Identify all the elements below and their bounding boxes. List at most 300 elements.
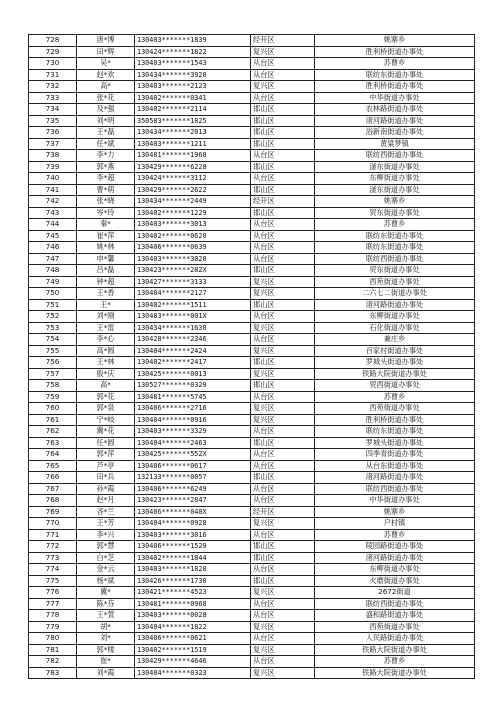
table-row <box>29 161 475 173</box>
district-cell: 从台区 <box>251 426 315 438</box>
district-cell: 复兴区 <box>251 403 315 415</box>
street-office-cell: 贸东街道办事处 <box>315 265 475 277</box>
table-row <box>29 610 475 622</box>
table-row <box>29 380 475 392</box>
id-number-cell: 130404*******0916 <box>135 414 251 426</box>
id-number-cell: 130424*******3112 <box>135 173 251 185</box>
district-cell: 从台区 <box>251 564 315 576</box>
table-row <box>29 242 475 254</box>
row-number-cell: 754 <box>29 334 77 346</box>
street-office-cell: 贸东街道办事处 <box>315 207 475 219</box>
person-name-cell: 刘*刚 <box>77 311 135 323</box>
district-cell: 复兴区 <box>251 621 315 633</box>
id-number-cell: 130403*******3016 <box>135 529 251 541</box>
district-cell: 经开区 <box>251 35 315 47</box>
table-row <box>29 69 475 81</box>
street-office-cell: 渚河路街道办事处 <box>315 552 475 564</box>
row-number-cell: 755 <box>29 345 77 357</box>
id-number-cell: 130406*******0617 <box>135 460 251 472</box>
table-row <box>29 449 475 461</box>
table-row <box>29 483 475 495</box>
id-number-cell: 130429*******2622 <box>135 184 251 196</box>
row-number-cell: 765 <box>29 460 77 472</box>
row-number-cell: 772 <box>29 541 77 553</box>
table-row <box>29 495 475 507</box>
row-number-cell: 744 <box>29 219 77 231</box>
table-row <box>29 633 475 645</box>
street-office-cell: 苏曹乡 <box>315 219 475 231</box>
id-number-cell: 130429*******4646 <box>135 656 251 668</box>
id-number-cell: 130404*******0323 <box>135 667 251 679</box>
id-number-cell: 130434*******1630 <box>135 322 251 334</box>
district-cell: 复兴区 <box>251 587 315 599</box>
district-cell: 从台区 <box>251 230 315 242</box>
district-cell: 复兴区 <box>251 644 315 656</box>
district-cell: 复兴区 <box>251 46 315 58</box>
id-number-cell: 130406*******2716 <box>135 403 251 415</box>
id-number-cell: 132133*******0057 <box>135 472 251 484</box>
person-name-cell: 唐*博 <box>77 35 135 47</box>
district-cell: 邯山区 <box>251 161 315 173</box>
table-row <box>29 368 475 380</box>
table-row <box>29 460 475 472</box>
district-cell: 复兴区 <box>251 276 315 288</box>
district-cell: 复兴区 <box>251 414 315 426</box>
street-office-cell: 浴新南街道办事处 <box>315 127 475 139</box>
id-number-cell: 130434*******3920 <box>135 69 251 81</box>
id-number-cell: 130402*******2114 <box>135 104 251 116</box>
row-number-cell: 768 <box>29 495 77 507</box>
table-row <box>29 334 475 346</box>
row-number-cell: 756 <box>29 357 77 369</box>
row-number-cell: 752 <box>29 311 77 323</box>
id-number-cell: 130406*******0621 <box>135 633 251 645</box>
id-number-cell: 130402*******0341 <box>135 92 251 104</box>
street-office-cell: 苏曹乡 <box>315 391 475 403</box>
street-office-cell: 铁路大院街道办事处 <box>315 644 475 656</box>
table-row <box>29 253 475 265</box>
row-number-cell: 753 <box>29 322 77 334</box>
row-number-cell: 770 <box>29 518 77 530</box>
person-name-cell: 吝*兰 <box>77 506 135 518</box>
row-number-cell: 731 <box>29 69 77 81</box>
applicant-table-body <box>29 35 475 679</box>
district-cell: 从台区 <box>251 150 315 162</box>
table-row <box>29 184 475 196</box>
table-row <box>29 357 475 369</box>
id-number-cell: 130481*******1968 <box>135 150 251 162</box>
table-row <box>29 299 475 311</box>
street-office-cell: 联纺西街道办事处 <box>315 150 475 162</box>
street-office-cell: 人民路街道办事处 <box>315 633 475 645</box>
row-number-cell: 746 <box>29 242 77 254</box>
table-row <box>29 414 475 426</box>
street-office-cell: 苏曹乡 <box>315 58 475 70</box>
district-cell: 从台区 <box>251 633 315 645</box>
district-cell: 复兴区 <box>251 368 315 380</box>
district-cell: 邯山区 <box>251 575 315 587</box>
district-cell: 邯山区 <box>251 437 315 449</box>
table-row <box>29 173 475 185</box>
street-office-cell: 渚河路街道办事处 <box>315 299 475 311</box>
street-office-cell: 黄粱梦镇 <box>315 138 475 150</box>
table-row <box>29 552 475 564</box>
row-number-cell: 782 <box>29 656 77 668</box>
row-number-cell: 759 <box>29 391 77 403</box>
table-row <box>29 207 475 219</box>
street-office-cell: 西苑街道办事处 <box>315 276 475 288</box>
row-number-cell: 736 <box>29 127 77 139</box>
id-number-cell: 130428*******2346 <box>135 334 251 346</box>
person-name-cell: 王*香 <box>77 288 135 300</box>
street-office-cell: 西苑街道办事处 <box>315 403 475 415</box>
district-cell: 经开区 <box>251 196 315 208</box>
district-cell: 邯山区 <box>251 184 315 196</box>
row-number-cell: 739 <box>29 161 77 173</box>
row-number-cell: 777 <box>29 598 77 610</box>
row-number-cell: 771 <box>29 529 77 541</box>
person-name-cell: 钟*超 <box>77 276 135 288</box>
id-number-cell: 130406*******0639 <box>135 242 251 254</box>
street-office-cell: 东柳街道办事处 <box>315 564 475 576</box>
id-number-cell: 130403*******1211 <box>135 138 251 150</box>
row-number-cell: 773 <box>29 552 77 564</box>
person-name-cell: 胡* <box>77 621 135 633</box>
id-number-cell: 130425*******552X <box>135 449 251 461</box>
street-office-cell: 东柳街道办事处 <box>315 311 475 323</box>
table-row <box>29 403 475 415</box>
row-number-cell: 778 <box>29 610 77 622</box>
table-row <box>29 115 475 127</box>
street-office-cell: 罗城头街道办事处 <box>315 357 475 369</box>
table-row <box>29 35 475 47</box>
street-office-cell: 兼庄乡 <box>315 334 475 346</box>
row-number-cell: 763 <box>29 437 77 449</box>
row-number-cell: 750 <box>29 288 77 300</box>
applicant-list-sheet <box>28 34 474 679</box>
person-name-cell: 高* <box>77 81 135 93</box>
street-office-cell: 姚寨乡 <box>315 35 475 47</box>
table-row <box>29 437 475 449</box>
street-office-cell: 铁路大院街道办事处 <box>315 667 475 679</box>
row-number-cell: 783 <box>29 667 77 679</box>
street-office-cell: 农林路街道办事处 <box>315 104 475 116</box>
street-office-cell: 中华街道办事处 <box>315 92 475 104</box>
district-cell: 邯山区 <box>251 104 315 116</box>
row-number-cell: 745 <box>29 230 77 242</box>
person-name-cell: 郭*燕 <box>77 161 135 173</box>
id-number-cell: 130421*******4523 <box>135 587 251 599</box>
person-name-cell: 王*林 <box>77 357 135 369</box>
id-number-cell: 130481*******0968 <box>135 598 251 610</box>
district-cell: 复兴区 <box>251 518 315 530</box>
person-name-cell: 刘*霞 <box>77 667 135 679</box>
person-name-cell: 宁*岐 <box>77 414 135 426</box>
table-row <box>29 138 475 150</box>
table-row <box>29 104 475 116</box>
street-office-cell: 联纺西街道办事处 <box>315 483 475 495</box>
row-number-cell: 764 <box>29 449 77 461</box>
street-office-cell: 联纺东街道办事处 <box>315 426 475 438</box>
row-number-cell: 729 <box>29 46 77 58</box>
person-name-cell: 申*馨 <box>77 253 135 265</box>
person-name-cell: 郭*花 <box>77 391 135 403</box>
person-name-cell: 高* <box>77 380 135 392</box>
street-office-cell: 铁路大院街道办事处 <box>315 368 475 380</box>
person-name-cell: 陈*芬 <box>77 598 135 610</box>
street-office-cell: 盛和路街道办事处 <box>315 610 475 622</box>
row-number-cell: 742 <box>29 196 77 208</box>
table-row <box>29 92 475 104</box>
table-row <box>29 598 475 610</box>
person-name-cell: 张*晓 <box>77 196 135 208</box>
person-name-cell: 郭*楼 <box>77 644 135 656</box>
person-name-cell: 王*磊 <box>77 127 135 139</box>
row-number-cell: 769 <box>29 506 77 518</box>
table-row <box>29 621 475 633</box>
id-number-cell: 130402*******0620 <box>135 230 251 242</box>
district-cell: 邯山区 <box>251 541 315 553</box>
id-number-cell: 130424*******1822 <box>135 46 251 58</box>
table-row <box>29 322 475 334</box>
person-name-cell: 孙*霞 <box>77 483 135 495</box>
table-row <box>29 472 475 484</box>
table-row <box>29 644 475 656</box>
street-office-cell: 四季青街道办事处 <box>315 449 475 461</box>
row-number-cell: 767 <box>29 483 77 495</box>
person-name-cell: 曹*萌 <box>77 184 135 196</box>
district-cell: 从台区 <box>251 460 315 472</box>
person-name-cell: 李*心 <box>77 334 135 346</box>
district-cell: 邯山区 <box>251 357 315 369</box>
district-cell: 从台区 <box>251 391 315 403</box>
street-office-cell: 胜利桥街道办事处 <box>315 46 475 58</box>
person-name-cell: 岑*玲 <box>77 207 135 219</box>
district-cell: 从台区 <box>251 311 315 323</box>
table-row <box>29 230 475 242</box>
person-name-cell: 王*雷 <box>77 322 135 334</box>
row-number-cell: 780 <box>29 633 77 645</box>
street-office-cell: 联纺东街道办事处 <box>315 230 475 242</box>
table-row <box>29 276 475 288</box>
person-name-cell: 郭*泉 <box>77 403 135 415</box>
person-name-cell: 赵*月 <box>77 495 135 507</box>
row-number-cell: 766 <box>29 472 77 484</box>
street-office-cell: 姚寨乡 <box>315 506 475 518</box>
table-row <box>29 529 475 541</box>
row-number-cell: 758 <box>29 380 77 392</box>
id-number-cell: 130403*******3020 <box>135 253 251 265</box>
id-number-cell: 130402*******1519 <box>135 644 251 656</box>
id-number-cell: 130404*******2424 <box>135 345 251 357</box>
district-cell: 邯山区 <box>251 380 315 392</box>
district-cell: 邯山区 <box>251 127 315 139</box>
district-cell: 从台区 <box>251 495 315 507</box>
id-number-cell: 130423*******2847 <box>135 495 251 507</box>
id-number-cell: 130434*******2449 <box>135 196 251 208</box>
row-number-cell: 733 <box>29 92 77 104</box>
id-number-cell: 130426*******1730 <box>135 575 251 587</box>
person-name-cell: 姚*林 <box>77 242 135 254</box>
id-number-cell: 130425*******0013 <box>135 368 251 380</box>
table-row <box>29 506 475 518</box>
district-cell: 邯山区 <box>251 265 315 277</box>
street-office-cell: 二六七二街道办事处 <box>315 288 475 300</box>
id-number-cell: 130402*******1229 <box>135 207 251 219</box>
table-row <box>29 81 475 93</box>
district-cell: 邯山区 <box>251 115 315 127</box>
street-office-cell: 石化街道办事处 <box>315 322 475 334</box>
id-number-cell: 130404*******1822 <box>135 621 251 633</box>
row-number-cell: 730 <box>29 58 77 70</box>
row-number-cell: 743 <box>29 207 77 219</box>
street-office-cell: 联纺东街道办事处 <box>315 242 475 254</box>
row-number-cell: 751 <box>29 299 77 311</box>
id-number-cell: 130404*******2463 <box>135 437 251 449</box>
street-office-cell: 火磨街道办事处 <box>315 575 475 587</box>
table-row <box>29 426 475 438</box>
row-number-cell: 728 <box>29 35 77 47</box>
person-name-cell: 吕*磊 <box>77 265 135 277</box>
person-name-cell: 芦*亭 <box>77 460 135 472</box>
id-number-cell: 130403*******3013 <box>135 219 251 231</box>
table-row <box>29 219 475 231</box>
id-number-cell: 130427*******3133 <box>135 276 251 288</box>
district-cell: 复兴区 <box>251 345 315 357</box>
table-row <box>29 345 475 357</box>
row-number-cell: 748 <box>29 265 77 277</box>
row-number-cell: 732 <box>29 81 77 93</box>
table-row <box>29 150 475 162</box>
district-cell: 邯山区 <box>251 552 315 564</box>
id-number-cell: 130402*******1844 <box>135 552 251 564</box>
person-name-cell: 李*超 <box>77 173 135 185</box>
district-cell: 复兴区 <box>251 322 315 334</box>
street-office-cell: 苏曹乡 <box>315 656 475 668</box>
row-number-cell: 737 <box>29 138 77 150</box>
row-number-cell: 741 <box>29 184 77 196</box>
id-number-cell: 130403*******0028 <box>135 610 251 622</box>
person-name-cell: 刘*明 <box>77 115 135 127</box>
district-cell: 从台区 <box>251 92 315 104</box>
table-row <box>29 127 475 139</box>
district-cell: 从台区 <box>251 253 315 265</box>
person-name-cell: 张*花 <box>77 92 135 104</box>
district-cell: 从台区 <box>251 69 315 81</box>
street-office-cell: 陵园路街道办事处 <box>315 541 475 553</box>
id-number-cell: 130481*******5745 <box>135 391 251 403</box>
person-name-cell: 金*云 <box>77 564 135 576</box>
district-cell: 从台区 <box>251 219 315 231</box>
district-cell: 从台区 <box>251 449 315 461</box>
district-cell: 从台区 <box>251 334 315 346</box>
table-row <box>29 58 475 70</box>
street-office-cell: 百家村街道办事处 <box>315 345 475 357</box>
street-office-cell: 联纺西街道办事处 <box>315 598 475 610</box>
table-row <box>29 564 475 576</box>
id-number-cell: 130403*******1839 <box>135 35 251 47</box>
street-office-cell: 2672街道 <box>315 587 475 599</box>
id-number-cell: 130404*******2127 <box>135 288 251 300</box>
table-row <box>29 265 475 277</box>
table-row <box>29 196 475 208</box>
table-row <box>29 656 475 668</box>
person-name-cell: 李*力 <box>77 150 135 162</box>
id-number-cell: 130403*******001X <box>135 311 251 323</box>
table-row <box>29 288 475 300</box>
row-number-cell: 781 <box>29 644 77 656</box>
person-name-cell: 冀* <box>77 587 135 599</box>
street-office-cell: 胜利桥街道办事处 <box>315 414 475 426</box>
applicant-table <box>28 34 475 679</box>
row-number-cell: 734 <box>29 104 77 116</box>
street-office-cell: 联纺东街道办事处 <box>315 69 475 81</box>
street-office-cell: 贸西街道办事处 <box>315 380 475 392</box>
row-number-cell: 779 <box>29 621 77 633</box>
id-number-cell: 130429*******6228 <box>135 161 251 173</box>
person-name-cell: 田*辉 <box>77 46 135 58</box>
district-cell: 复兴区 <box>251 288 315 300</box>
person-name-cell: 郭*萍 <box>77 449 135 461</box>
district-cell: 复兴区 <box>251 81 315 93</box>
street-office-cell: 姚寨乡 <box>315 196 475 208</box>
district-cell: 从台区 <box>251 610 315 622</box>
table-row <box>29 391 475 403</box>
street-office-cell: 滏东街道办事处 <box>315 184 475 196</box>
street-office-cell: 苏曹乡 <box>315 529 475 541</box>
row-number-cell: 775 <box>29 575 77 587</box>
person-name-cell: 田*兵 <box>77 472 135 484</box>
row-number-cell: 747 <box>29 253 77 265</box>
table-row <box>29 46 475 58</box>
table-row <box>29 587 475 599</box>
id-number-cell: 130403*******1828 <box>135 564 251 576</box>
district-cell: 邯山区 <box>251 472 315 484</box>
district-cell: 复兴区 <box>251 667 315 679</box>
district-cell: 邯山区 <box>251 138 315 150</box>
person-name-cell: 殷*庆 <box>77 368 135 380</box>
id-number-cell: 130403*******3329 <box>135 426 251 438</box>
row-number-cell: 740 <box>29 173 77 185</box>
street-office-cell: 胜利桥街道办事处 <box>315 81 475 93</box>
table-row <box>29 518 475 530</box>
person-name-cell: 杨*斌 <box>77 575 135 587</box>
id-number-cell: 130404*******0928 <box>135 518 251 530</box>
street-office-cell: 渚河路街道办事处 <box>315 472 475 484</box>
person-name-cell: 白*芝 <box>77 552 135 564</box>
person-name-cell: 王*萱 <box>77 610 135 622</box>
id-number-cell: 130403*******1543 <box>135 58 251 70</box>
id-number-cell: 130406*******1529 <box>135 541 251 553</box>
row-number-cell: 762 <box>29 426 77 438</box>
district-cell: 从台区 <box>251 483 315 495</box>
person-name-cell: 王*芳 <box>77 518 135 530</box>
row-number-cell: 761 <box>29 414 77 426</box>
district-cell: 从台区 <box>251 529 315 541</box>
person-name-cell: 吴* <box>77 58 135 70</box>
street-office-cell: 联纺西街道办事处 <box>315 253 475 265</box>
person-name-cell: 崔*萍 <box>77 230 135 242</box>
person-name-cell: 冀*花 <box>77 426 135 438</box>
street-office-cell: 滏东街道办事处 <box>315 161 475 173</box>
person-name-cell: 及*强 <box>77 104 135 116</box>
row-number-cell: 757 <box>29 368 77 380</box>
district-cell: 从台区 <box>251 173 315 185</box>
id-number-cell: 130406*******040X <box>135 506 251 518</box>
district-cell: 邯山区 <box>251 299 315 311</box>
person-name-cell: 王* <box>77 299 135 311</box>
district-cell: 从台区 <box>251 656 315 668</box>
